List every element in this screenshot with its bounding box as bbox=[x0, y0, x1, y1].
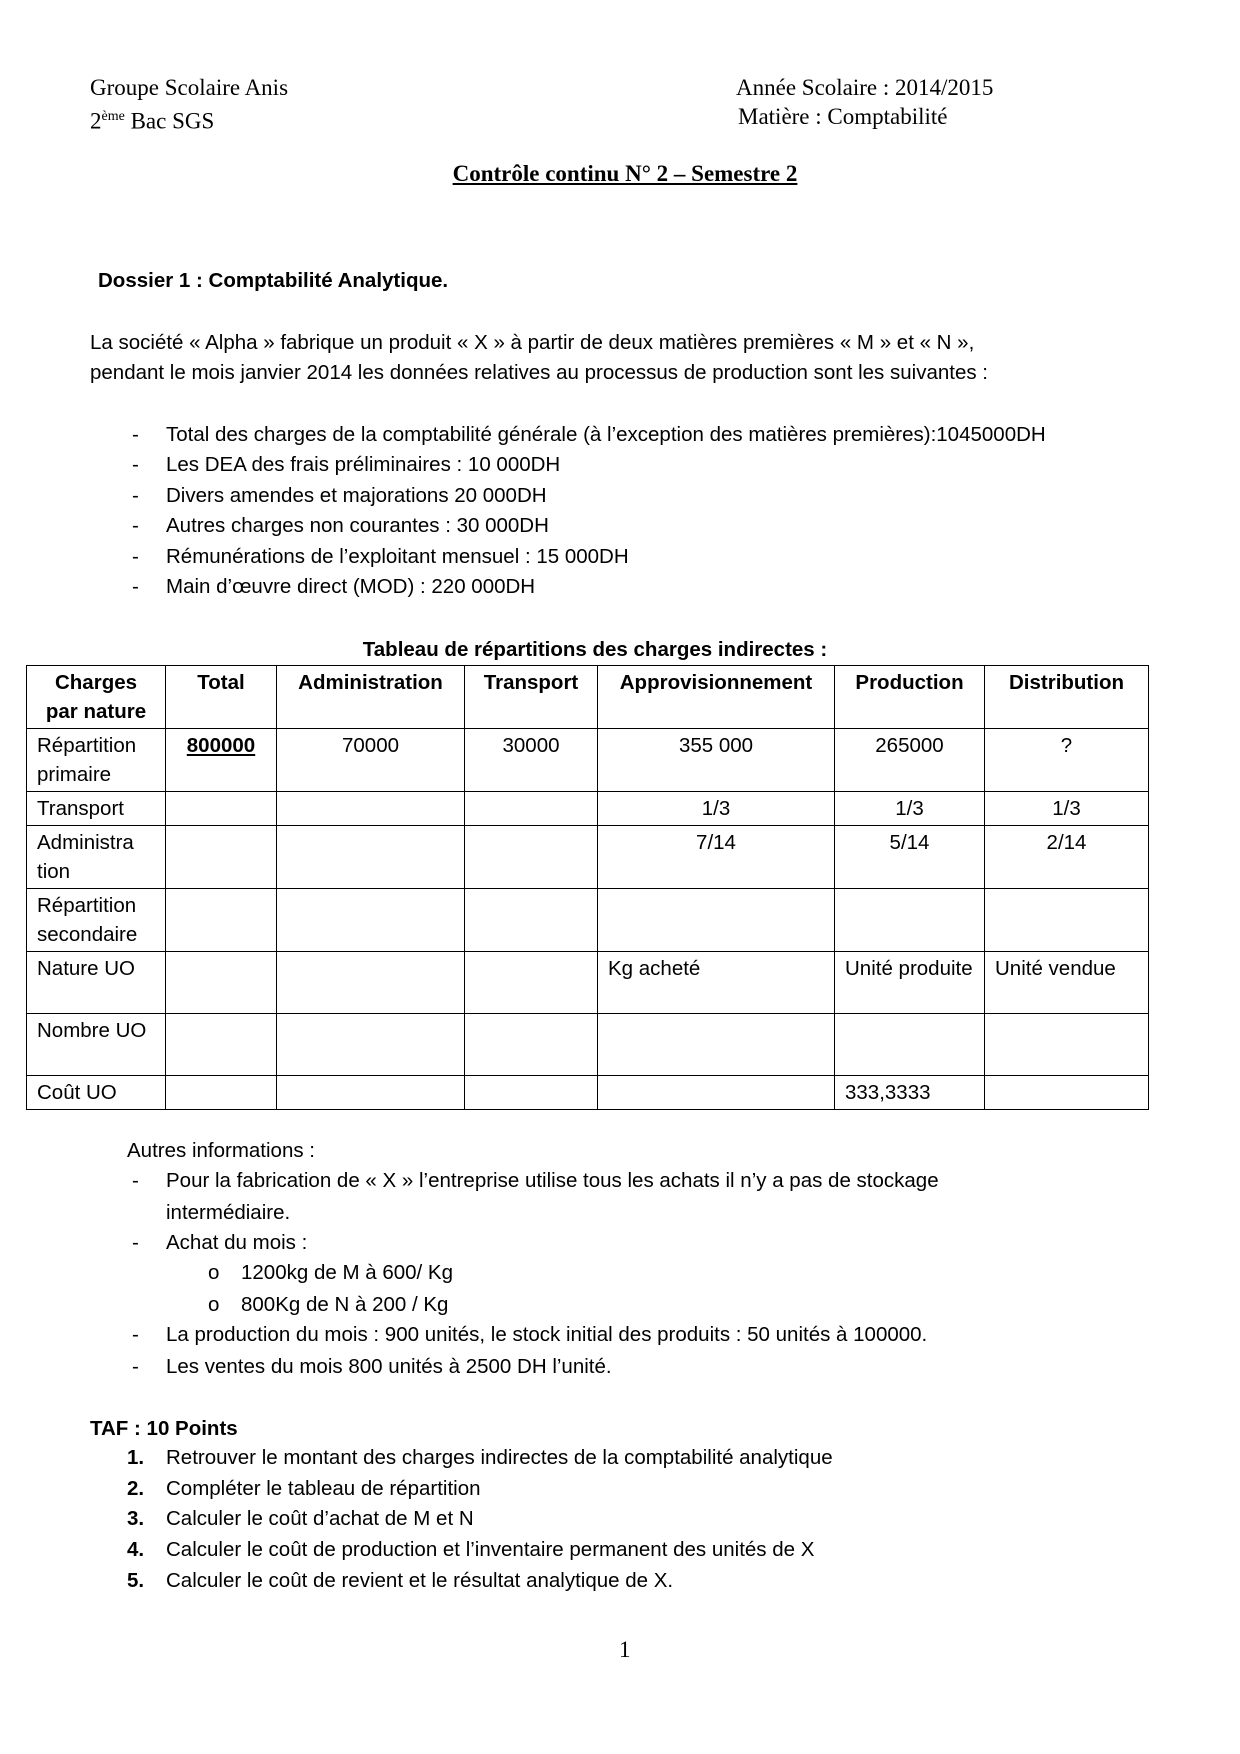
table-cell bbox=[166, 1076, 277, 1110]
cell-value: Répartition primaire bbox=[37, 734, 137, 786]
intro-line: pendant le mois janvier 2014 les données relatives au processus de production sont les suivantes : bbox=[90, 361, 988, 384]
table-cell bbox=[465, 952, 598, 1014]
page-title: Contrôle continu N° 2 – Semestre 2 bbox=[452, 161, 798, 186]
cell-value: 355 000 bbox=[678, 734, 754, 757]
dossier-heading: Dossier 1 : Comptabilité Analytique. bbox=[98, 269, 449, 292]
column-header: Production bbox=[835, 666, 985, 729]
cell-value: Transport bbox=[37, 797, 124, 820]
table-cell bbox=[985, 1076, 1149, 1110]
cell-value: 800000 bbox=[186, 734, 256, 757]
task-item: Compléter le tableau de répartition bbox=[166, 1477, 481, 1500]
cell-value: 265000 bbox=[875, 734, 944, 757]
list-item: Les DEA des frais préliminaires : 10 000DH bbox=[166, 453, 561, 476]
table-row bbox=[27, 1014, 1149, 1076]
task-number: 3. bbox=[127, 1507, 145, 1530]
table-cell bbox=[465, 889, 598, 952]
table-cell bbox=[465, 1076, 598, 1110]
cell-value: Unité vendue bbox=[995, 957, 1116, 980]
cell-value: 7/14 bbox=[696, 831, 736, 854]
table-cell bbox=[835, 1014, 985, 1076]
dash-marker: - bbox=[132, 453, 139, 476]
page-number: 1 bbox=[619, 1637, 631, 1662]
cell-value: 1/3 bbox=[701, 797, 731, 820]
dash-marker: - bbox=[132, 484, 139, 507]
distribution-table bbox=[26, 665, 1149, 1110]
table-cell bbox=[166, 826, 277, 889]
list-item: Autres charges non courantes : 30 000DH bbox=[166, 514, 549, 537]
list-item: 800Kg de N à 200 / Kg bbox=[241, 1293, 449, 1316]
cell-value: Unité produite bbox=[845, 957, 973, 980]
cell-value: Coût UO bbox=[37, 1081, 117, 1104]
cell-value: 1/3 bbox=[895, 797, 924, 820]
table-cell bbox=[985, 826, 1149, 889]
column-header: Administration bbox=[277, 666, 465, 729]
autres-label: Autres informations : bbox=[127, 1139, 315, 1162]
table-row bbox=[27, 952, 1149, 1014]
subject: Matière : Comptabilité bbox=[738, 104, 948, 129]
cell-value: 70000 bbox=[341, 734, 399, 757]
table-cell bbox=[835, 729, 985, 792]
table-cell bbox=[465, 826, 598, 889]
task-item: Calculer le coût de revient et le résultat analytique de X. bbox=[166, 1569, 674, 1592]
column-header: Approvisionnement bbox=[598, 666, 835, 729]
cell-value: Nombre UO bbox=[37, 1019, 147, 1042]
cell-value: ? bbox=[1060, 734, 1073, 757]
table-cell bbox=[277, 952, 465, 1014]
table-cell bbox=[985, 729, 1149, 792]
row-label bbox=[27, 792, 166, 826]
column-header: Total bbox=[166, 666, 277, 729]
table-cell bbox=[598, 889, 835, 952]
table-cell bbox=[835, 889, 985, 952]
cell-value: 2/14 bbox=[1046, 831, 1087, 854]
row-label bbox=[27, 826, 166, 889]
table-cell bbox=[985, 889, 1149, 952]
row-label bbox=[27, 729, 166, 792]
table-cell bbox=[166, 952, 277, 1014]
table-cell bbox=[835, 792, 985, 826]
table-cell bbox=[277, 1076, 465, 1110]
table-cell bbox=[277, 729, 465, 792]
table-cell bbox=[598, 1076, 835, 1110]
dash-marker: - bbox=[132, 1355, 139, 1378]
column-header: Charges par nature bbox=[27, 666, 166, 729]
dash-marker: - bbox=[132, 514, 139, 537]
column-header: Transport bbox=[465, 666, 598, 729]
dash-marker: - bbox=[132, 423, 139, 446]
task-item: Calculer le coût d’achat de M et N bbox=[166, 1507, 474, 1530]
table-cell bbox=[598, 952, 835, 1014]
table-row bbox=[27, 1076, 1149, 1110]
table-cell bbox=[465, 729, 598, 792]
list-item: La production du mois : 900 unités, le stock initial des produits : 50 unités à 100000. bbox=[166, 1323, 928, 1346]
list-item: Rémunérations de l’exploitant mensuel : 15 000DH bbox=[166, 545, 629, 568]
table-row bbox=[27, 729, 1149, 792]
cell-value: Kg acheté bbox=[608, 957, 701, 980]
table-row bbox=[27, 826, 1149, 889]
table-cell bbox=[166, 792, 277, 826]
table-cell bbox=[985, 792, 1149, 826]
dash-marker: - bbox=[132, 545, 139, 568]
table-cell bbox=[277, 889, 465, 952]
table-cell bbox=[166, 729, 277, 792]
cell-value: Administra tion bbox=[37, 831, 134, 883]
cell-value: 30000 bbox=[502, 734, 560, 757]
row-label bbox=[27, 1076, 166, 1110]
task-number: 4. bbox=[127, 1538, 145, 1561]
list-item: Divers amendes et majorations 20 000DH bbox=[166, 484, 547, 507]
column-header: Distribution bbox=[985, 666, 1149, 729]
school-year: Année Scolaire : 2014/2015 bbox=[736, 75, 994, 100]
row-label bbox=[27, 952, 166, 1014]
table-cell bbox=[465, 1014, 598, 1076]
list-item: Les ventes du mois 800 unités à 2500 DH l’unité. bbox=[166, 1355, 612, 1378]
school-name: Groupe Scolaire Anis bbox=[90, 75, 289, 100]
dash-marker: - bbox=[132, 1323, 139, 1346]
task-number: 1. bbox=[127, 1446, 145, 1469]
table-cell bbox=[465, 792, 598, 826]
row-label bbox=[27, 889, 166, 952]
intro-line: La société « Alpha » fabrique un produit « X » à partir de deux matières premières « M » et « N », bbox=[90, 331, 975, 354]
table-cell bbox=[598, 792, 835, 826]
list-item: Total des charges de la comptabilité générale (à l’exception des matières premières):1045000DH bbox=[166, 423, 1046, 446]
table-cell bbox=[277, 1014, 465, 1076]
table-row bbox=[27, 889, 1149, 952]
list-item: Pour la fabrication de « X » l’entreprise utilise tous les achats il n’y a pas de stockage bbox=[166, 1169, 939, 1192]
table-title: Tableau de répartitions des charges indirectes : bbox=[362, 638, 828, 661]
task-item: Calculer le coût de production et l’inventaire permanent des unités de X bbox=[166, 1538, 815, 1561]
list-item: intermédiaire. bbox=[166, 1201, 291, 1224]
table-row bbox=[27, 792, 1149, 826]
cell-value: Nature UO bbox=[37, 957, 135, 980]
list-item: Achat du mois : bbox=[166, 1231, 308, 1254]
dash-marker: - bbox=[132, 1169, 139, 1192]
table-cell bbox=[985, 1014, 1149, 1076]
task-number: 5. bbox=[127, 1569, 145, 1592]
class-level: 2ème Bac SGS bbox=[90, 108, 215, 134]
task-item: Retrouver le montant des charges indirectes de la comptabilité analytique bbox=[166, 1446, 833, 1469]
list-item: Main d’œuvre direct (MOD) : 220 000DH bbox=[166, 575, 536, 598]
cell-value: 5/14 bbox=[889, 831, 930, 854]
table-cell bbox=[835, 952, 985, 1014]
table-cell bbox=[166, 889, 277, 952]
dash-marker: - bbox=[132, 1231, 139, 1254]
table-cell bbox=[598, 729, 835, 792]
table-cell bbox=[835, 1076, 985, 1110]
table-cell bbox=[277, 826, 465, 889]
cell-value: 333,3333 bbox=[845, 1081, 931, 1104]
row-label bbox=[27, 1014, 166, 1076]
table-cell bbox=[985, 952, 1149, 1014]
table-cell bbox=[835, 826, 985, 889]
cell-value: Répartition secondaire bbox=[37, 894, 138, 946]
sub-bullet-marker: o bbox=[208, 1293, 220, 1316]
task-number: 2. bbox=[127, 1477, 145, 1500]
taf-heading: TAF : 10 Points bbox=[90, 1417, 238, 1440]
table-cell bbox=[598, 826, 835, 889]
dash-marker: - bbox=[132, 575, 139, 598]
list-item: 1200kg de M à 600/ Kg bbox=[241, 1261, 453, 1284]
table-cell bbox=[166, 1014, 277, 1076]
table-cell bbox=[277, 792, 465, 826]
cell-value: 1/3 bbox=[1052, 797, 1081, 820]
table-cell bbox=[598, 1014, 835, 1076]
sub-bullet-marker: o bbox=[208, 1261, 220, 1284]
